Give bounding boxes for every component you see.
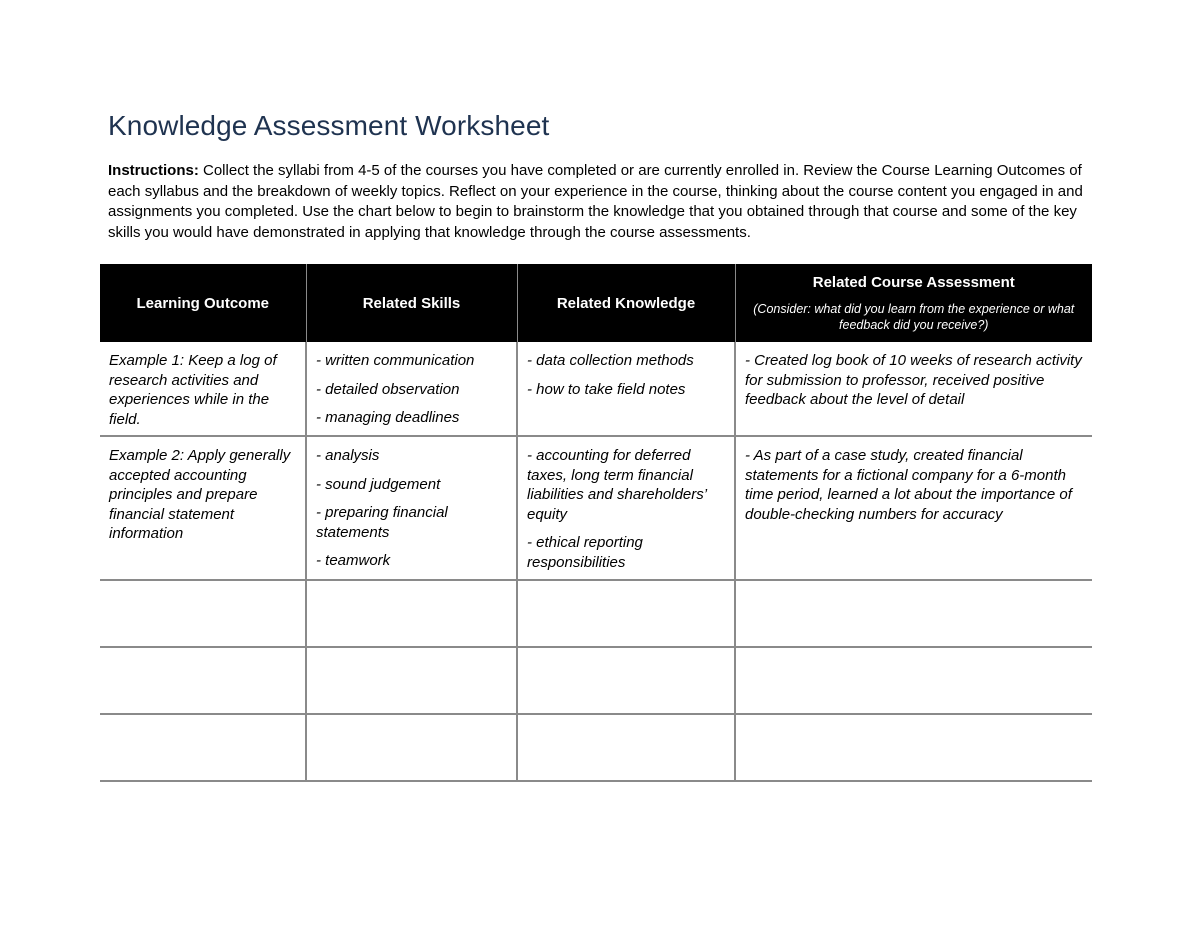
table-row bbox=[100, 436, 1092, 580]
cell-skills-empty[interactable] bbox=[306, 580, 517, 647]
table-header-row bbox=[100, 264, 1092, 342]
cell-outcome-empty[interactable] bbox=[100, 714, 306, 781]
cell-knowledge-empty[interactable] bbox=[517, 647, 735, 714]
list-item: - detailed observation bbox=[316, 380, 460, 398]
header-learning-outcome: Learning Outcome bbox=[100, 264, 306, 342]
header-related-knowledge: Related Knowledge bbox=[517, 264, 735, 342]
cell-knowledge-empty[interactable] bbox=[517, 714, 735, 781]
cell-knowledge[interactable] bbox=[517, 436, 735, 580]
instructions bbox=[108, 161, 1093, 243]
cell-knowledge-empty[interactable] bbox=[517, 580, 735, 647]
cell-assessment-empty[interactable] bbox=[735, 714, 1092, 781]
cell-skills-empty[interactable] bbox=[306, 647, 517, 714]
cell-outcome[interactable]: Example 2: Apply generally accepted accounting principles and prepare financial statement information bbox=[100, 436, 306, 580]
cell-outcome[interactable]: Example 1: Keep a log of research activities and experiences while in the field. bbox=[100, 342, 306, 436]
list-item: - data collection methods bbox=[527, 352, 694, 369]
cell-assessment-empty[interactable] bbox=[735, 580, 1092, 647]
list-item: - accounting for deferred taxes, long term financial liabilities and shareholders’ equity bbox=[527, 447, 707, 523]
list-item: - analysis bbox=[316, 447, 380, 464]
page-title: Knowledge Assessment Worksheet bbox=[108, 110, 550, 141]
cell-skills[interactable] bbox=[306, 342, 517, 436]
instructions-label: Instructions: bbox=[108, 162, 199, 179]
cell-knowledge[interactable] bbox=[517, 342, 735, 436]
instructions-text: Collect the syllabi from 4-5 of the courses you have completed or are currently enrolled in. Review the Course Learning Outcomes of each syllabus and the breakdown of weekly topics. Reflect on your experience in the course, thinking about the course content you engaged in and assignments you completed. Use the chart below to begin to brainstorm the knowledge that you obtained through that course and some of the key skills you would have demonstrated in applying that knowledge through the course assessments. bbox=[108, 162, 1083, 241]
table-row bbox=[100, 342, 1092, 436]
cell-assessment[interactable]: - Created log book of 10 weeks of research activity for submission to professor, received positive feedback about the level of detail bbox=[735, 342, 1092, 436]
list-item: - preparing financial statements bbox=[316, 504, 448, 541]
header-assessment-note: (Consider: what did you learn from the experience or what feedback did you receive?) bbox=[753, 301, 1075, 332]
cell-skills-empty[interactable] bbox=[306, 714, 517, 781]
assessment-table bbox=[100, 264, 1092, 782]
list-item: - teamwork bbox=[316, 552, 391, 569]
list-item: - managing deadlines bbox=[316, 409, 460, 426]
cell-skills[interactable] bbox=[306, 436, 517, 580]
list-item: - sound judgement bbox=[316, 475, 441, 493]
list-item: - written communication bbox=[316, 352, 475, 369]
cell-assessment[interactable]: - As part of a case study, created financial statements for a fictional company for a 6-month time period, learned a lot about the importance of double-checking numbers for accuracy bbox=[735, 436, 1092, 580]
table-row-empty bbox=[100, 647, 1092, 714]
table-row-empty bbox=[100, 580, 1092, 647]
cell-assessment-empty[interactable] bbox=[735, 647, 1092, 714]
list-item: - how to take field notes bbox=[527, 380, 686, 398]
header-related-skills: Related Skills bbox=[306, 264, 517, 342]
header-related-course-assessment: Related Course Assessment (Consider: what did you learn from the experience or what feedback did you receive?) bbox=[735, 264, 1092, 342]
list-item: - ethical reporting responsibilities bbox=[527, 534, 643, 571]
table-row-empty bbox=[100, 714, 1092, 781]
cell-outcome-empty[interactable] bbox=[100, 647, 306, 714]
cell-outcome-empty[interactable] bbox=[100, 580, 306, 647]
